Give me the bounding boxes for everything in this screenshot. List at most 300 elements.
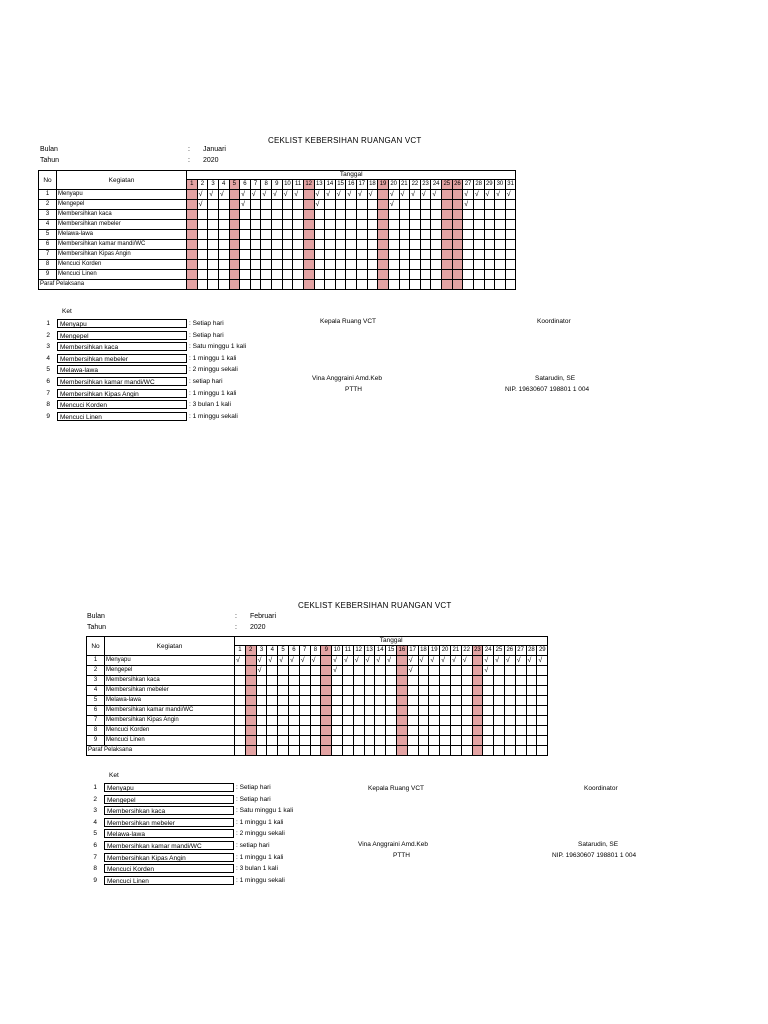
paraf-cell[interactable] [364,746,375,756]
day-cell[interactable] [218,270,229,280]
day-cell[interactable] [288,706,299,716]
day-cell[interactable] [367,270,378,280]
day-cell[interactable] [483,726,494,736]
day-cell[interactable] [332,716,343,726]
day-cell[interactable] [505,250,516,260]
day-cell[interactable] [378,230,389,240]
day-cell[interactable] [245,706,256,716]
day-cell[interactable] [396,686,407,696]
day-cell[interactable] [399,260,410,270]
day-cell[interactable] [357,260,368,270]
day-cell[interactable] [197,260,208,270]
day-cell[interactable] [288,726,299,736]
check-mark-cell[interactable]: √ [208,190,219,200]
day-cell[interactable] [505,220,516,230]
day-cell[interactable] [346,220,357,230]
day-cell[interactable] [450,706,461,716]
day-cell[interactable] [429,716,440,726]
day-cell[interactable] [461,706,472,716]
day-cell[interactable] [293,200,304,210]
day-cell[interactable] [245,726,256,736]
day-cell[interactable] [375,676,386,686]
day-cell[interactable] [353,706,364,716]
check-mark-cell[interactable]: √ [235,656,246,666]
day-cell[interactable] [245,656,256,666]
day-cell[interactable] [526,706,537,716]
day-cell[interactable] [429,666,440,676]
paraf-cell[interactable] [357,280,368,290]
day-cell[interactable] [494,666,505,676]
day-cell[interactable] [418,736,429,746]
check-mark-cell[interactable]: √ [504,656,515,666]
day-cell[interactable] [288,716,299,726]
day-cell[interactable] [303,190,314,200]
day-cell[interactable] [357,210,368,220]
day-cell[interactable] [494,716,505,726]
day-cell[interactable] [472,696,483,706]
day-cell[interactable] [505,230,516,240]
day-cell[interactable] [278,686,289,696]
check-mark-cell[interactable]: √ [267,656,278,666]
check-mark-cell[interactable]: √ [357,190,368,200]
day-cell[interactable] [357,240,368,250]
day-cell[interactable] [325,220,336,230]
day-cell[interactable] [332,726,343,736]
day-cell[interactable] [410,210,421,220]
day-cell[interactable] [472,686,483,696]
check-mark-cell[interactable]: √ [353,656,364,666]
day-cell[interactable] [505,260,516,270]
day-cell[interactable] [504,736,515,746]
day-cell[interactable] [473,220,484,230]
day-cell[interactable] [386,736,397,746]
check-mark-cell[interactable]: √ [399,190,410,200]
day-cell[interactable] [303,210,314,220]
day-cell[interactable] [504,666,515,676]
day-cell[interactable] [472,736,483,746]
day-cell[interactable] [272,220,283,230]
day-cell[interactable] [218,220,229,230]
paraf-cell[interactable] [463,280,474,290]
day-cell[interactable] [272,250,283,260]
day-cell[interactable] [293,210,304,220]
day-cell[interactable] [473,270,484,280]
day-cell[interactable] [245,696,256,706]
day-cell[interactable] [245,736,256,746]
day-cell[interactable] [515,736,526,746]
day-cell[interactable] [386,696,397,706]
day-cell[interactable] [494,676,505,686]
day-cell[interactable] [386,666,397,676]
paraf-cell[interactable] [388,280,399,290]
day-cell[interactable] [342,706,353,716]
check-mark-cell[interactable]: √ [335,190,346,200]
day-cell[interactable] [418,696,429,706]
day-cell[interactable] [310,736,321,746]
day-cell[interactable] [218,240,229,250]
day-cell[interactable] [208,210,219,220]
day-cell[interactable] [399,230,410,240]
day-cell[interactable] [461,726,472,736]
day-cell[interactable] [267,696,278,706]
check-mark-cell[interactable]: √ [410,190,421,200]
day-cell[interactable] [386,706,397,716]
day-cell[interactable] [388,260,399,270]
day-cell[interactable] [483,706,494,716]
day-cell[interactable] [299,716,310,726]
day-cell[interactable] [463,270,474,280]
check-mark-cell[interactable]: √ [494,656,505,666]
day-cell[interactable] [357,270,368,280]
day-cell[interactable] [321,666,332,676]
day-cell[interactable] [504,726,515,736]
day-cell[interactable] [515,666,526,676]
day-cell[interactable] [250,200,261,210]
day-cell[interactable] [325,230,336,240]
day-cell[interactable] [473,200,484,210]
day-cell[interactable] [505,200,516,210]
paraf-cell[interactable] [332,746,343,756]
day-cell[interactable] [420,240,431,250]
check-mark-cell[interactable]: √ [278,656,289,666]
day-cell[interactable] [267,676,278,686]
day-cell[interactable] [450,736,461,746]
paraf-cell[interactable] [452,280,463,290]
day-cell[interactable] [256,676,267,686]
day-cell[interactable] [440,736,451,746]
day-cell[interactable] [388,240,399,250]
day-cell[interactable] [299,726,310,736]
check-mark-cell[interactable]: √ [375,656,386,666]
check-mark-cell[interactable]: √ [314,200,325,210]
day-cell[interactable] [473,240,484,250]
check-mark-cell[interactable]: √ [256,656,267,666]
check-mark-cell[interactable]: √ [250,190,261,200]
day-cell[interactable] [407,736,418,746]
day-cell[interactable] [364,706,375,716]
check-mark-cell[interactable]: √ [440,656,451,666]
day-cell[interactable] [353,666,364,676]
day-cell[interactable] [278,706,289,716]
check-mark-cell[interactable]: √ [388,190,399,200]
paraf-cell[interactable] [526,746,537,756]
day-cell[interactable] [364,716,375,726]
day-cell[interactable] [442,220,453,230]
day-cell[interactable] [357,200,368,210]
day-cell[interactable] [463,250,474,260]
day-cell[interactable] [353,716,364,726]
day-cell[interactable] [396,706,407,716]
day-cell[interactable] [288,696,299,706]
day-cell[interactable] [250,260,261,270]
day-cell[interactable] [472,706,483,716]
day-cell[interactable] [515,716,526,726]
day-cell[interactable] [367,260,378,270]
check-mark-cell[interactable]: √ [332,656,343,666]
day-cell[interactable] [484,260,495,270]
check-mark-cell[interactable]: √ [429,656,440,666]
check-mark-cell[interactable]: √ [346,190,357,200]
day-cell[interactable] [197,270,208,280]
day-cell[interactable] [335,200,346,210]
day-cell[interactable] [256,696,267,706]
paraf-cell[interactable] [303,280,314,290]
day-cell[interactable] [452,250,463,260]
day-cell[interactable] [495,250,506,260]
day-cell[interactable] [342,736,353,746]
day-cell[interactable] [293,250,304,260]
day-cell[interactable] [440,716,451,726]
day-cell[interactable] [375,726,386,736]
day-cell[interactable] [282,200,293,210]
day-cell[interactable] [442,210,453,220]
day-cell[interactable] [325,210,336,220]
day-cell[interactable] [375,686,386,696]
paraf-cell[interactable] [461,746,472,756]
check-mark-cell[interactable]: √ [288,656,299,666]
check-mark-cell[interactable]: √ [367,190,378,200]
day-cell[interactable] [346,260,357,270]
day-cell[interactable] [452,210,463,220]
day-cell[interactable] [442,230,453,240]
day-cell[interactable] [473,230,484,240]
day-cell[interactable] [250,230,261,240]
check-mark-cell[interactable]: √ [431,190,442,200]
day-cell[interactable] [431,250,442,260]
day-cell[interactable] [218,210,229,220]
day-cell[interactable] [463,210,474,220]
day-cell[interactable] [431,270,442,280]
day-cell[interactable] [526,736,537,746]
day-cell[interactable] [278,666,289,676]
day-cell[interactable] [342,666,353,676]
paraf-cell[interactable] [431,280,442,290]
day-cell[interactable] [267,706,278,716]
day-cell[interactable] [418,666,429,676]
day-cell[interactable] [310,706,321,716]
check-mark-cell[interactable]: √ [310,656,321,666]
day-cell[interactable] [229,270,240,280]
day-cell[interactable] [240,240,251,250]
day-cell[interactable] [282,220,293,230]
day-cell[interactable] [314,250,325,260]
day-cell[interactable] [250,250,261,260]
day-cell[interactable] [335,230,346,240]
day-cell[interactable] [388,250,399,260]
check-mark-cell[interactable]: √ [407,666,418,676]
check-mark-cell[interactable]: √ [418,656,429,666]
day-cell[interactable] [364,686,375,696]
day-cell[interactable] [342,696,353,706]
day-cell[interactable] [367,200,378,210]
day-cell[interactable] [537,726,548,736]
day-cell[interactable] [325,250,336,260]
day-cell[interactable] [335,250,346,260]
day-cell[interactable] [504,686,515,696]
check-mark-cell[interactable]: √ [407,656,418,666]
day-cell[interactable] [197,210,208,220]
day-cell[interactable] [342,686,353,696]
day-cell[interactable] [310,676,321,686]
day-cell[interactable] [261,220,272,230]
day-cell[interactable] [187,190,198,200]
day-cell[interactable] [364,696,375,706]
day-cell[interactable] [440,666,451,676]
paraf-cell[interactable] [494,746,505,756]
day-cell[interactable] [272,240,283,250]
day-cell[interactable] [299,666,310,676]
day-cell[interactable] [410,240,421,250]
day-cell[interactable] [240,270,251,280]
day-cell[interactable] [332,676,343,686]
day-cell[interactable] [267,686,278,696]
check-mark-cell[interactable]: √ [515,656,526,666]
paraf-cell[interactable] [473,280,484,290]
day-cell[interactable] [367,230,378,240]
check-mark-cell[interactable]: √ [537,656,548,666]
day-cell[interactable] [420,230,431,240]
day-cell[interactable] [504,676,515,686]
paraf-cell[interactable] [235,746,246,756]
day-cell[interactable] [346,210,357,220]
day-cell[interactable] [325,270,336,280]
day-cell[interactable] [342,716,353,726]
day-cell[interactable] [245,716,256,726]
day-cell[interactable] [452,200,463,210]
day-cell[interactable] [335,260,346,270]
day-cell[interactable] [399,240,410,250]
day-cell[interactable] [399,250,410,260]
paraf-cell[interactable] [484,280,495,290]
day-cell[interactable] [272,260,283,270]
day-cell[interactable] [187,250,198,260]
paraf-cell[interactable] [321,746,332,756]
check-mark-cell[interactable]: √ [197,190,208,200]
day-cell[interactable] [256,736,267,746]
day-cell[interactable] [321,736,332,746]
day-cell[interactable] [484,200,495,210]
day-cell[interactable] [386,716,397,726]
paraf-cell[interactable] [325,280,336,290]
day-cell[interactable] [407,716,418,726]
check-mark-cell[interactable]: √ [299,656,310,666]
day-cell[interactable] [245,686,256,696]
day-cell[interactable] [299,696,310,706]
day-cell[interactable] [346,230,357,240]
day-cell[interactable] [364,676,375,686]
day-cell[interactable] [367,240,378,250]
day-cell[interactable] [310,716,321,726]
day-cell[interactable] [332,706,343,716]
day-cell[interactable] [483,686,494,696]
day-cell[interactable] [410,200,421,210]
day-cell[interactable] [353,726,364,736]
day-cell[interactable] [429,696,440,706]
day-cell[interactable] [364,726,375,736]
paraf-cell[interactable] [504,746,515,756]
check-mark-cell[interactable]: √ [342,656,353,666]
day-cell[interactable] [504,696,515,706]
check-mark-cell[interactable]: √ [473,190,484,200]
day-cell[interactable] [335,220,346,230]
day-cell[interactable] [375,716,386,726]
day-cell[interactable] [537,686,548,696]
day-cell[interactable] [472,716,483,726]
day-cell[interactable] [440,696,451,706]
day-cell[interactable] [399,220,410,230]
day-cell[interactable] [431,240,442,250]
paraf-cell[interactable] [515,746,526,756]
day-cell[interactable] [483,736,494,746]
day-cell[interactable] [429,686,440,696]
day-cell[interactable] [484,220,495,230]
day-cell[interactable] [208,270,219,280]
day-cell[interactable] [335,270,346,280]
day-cell[interactable] [261,270,272,280]
paraf-cell[interactable] [420,280,431,290]
paraf-cell[interactable] [407,746,418,756]
day-cell[interactable] [303,260,314,270]
day-cell[interactable] [484,250,495,260]
day-cell[interactable] [450,726,461,736]
day-cell[interactable] [303,250,314,260]
day-cell[interactable] [505,240,516,250]
day-cell[interactable] [250,270,261,280]
check-mark-cell[interactable]: √ [261,190,272,200]
day-cell[interactable] [197,230,208,240]
day-cell[interactable] [396,656,407,666]
day-cell[interactable] [314,270,325,280]
day-cell[interactable] [495,260,506,270]
day-cell[interactable] [346,270,357,280]
check-mark-cell[interactable]: √ [526,656,537,666]
day-cell[interactable] [218,250,229,260]
day-cell[interactable] [321,676,332,686]
day-cell[interactable] [442,270,453,280]
check-mark-cell[interactable]: √ [463,190,474,200]
paraf-cell[interactable] [418,746,429,756]
day-cell[interactable] [288,666,299,676]
day-cell[interactable] [504,716,515,726]
day-cell[interactable] [378,200,389,210]
day-cell[interactable] [418,726,429,736]
day-cell[interactable] [235,716,246,726]
paraf-cell[interactable] [440,746,451,756]
day-cell[interactable] [420,260,431,270]
day-cell[interactable] [440,676,451,686]
paraf-cell[interactable] [495,280,506,290]
day-cell[interactable] [396,696,407,706]
paraf-cell[interactable] [267,746,278,756]
paraf-cell[interactable] [229,280,240,290]
day-cell[interactable] [261,200,272,210]
check-mark-cell[interactable]: √ [461,656,472,666]
day-cell[interactable] [357,250,368,260]
day-cell[interactable] [250,210,261,220]
day-cell[interactable] [483,716,494,726]
day-cell[interactable] [282,240,293,250]
day-cell[interactable] [461,686,472,696]
check-mark-cell[interactable]: √ [495,190,506,200]
day-cell[interactable] [293,220,304,230]
day-cell[interactable] [461,716,472,726]
day-cell[interactable] [505,270,516,280]
day-cell[interactable] [235,706,246,716]
paraf-cell[interactable] [353,746,364,756]
day-cell[interactable] [288,686,299,696]
day-cell[interactable] [357,230,368,240]
day-cell[interactable] [410,260,421,270]
